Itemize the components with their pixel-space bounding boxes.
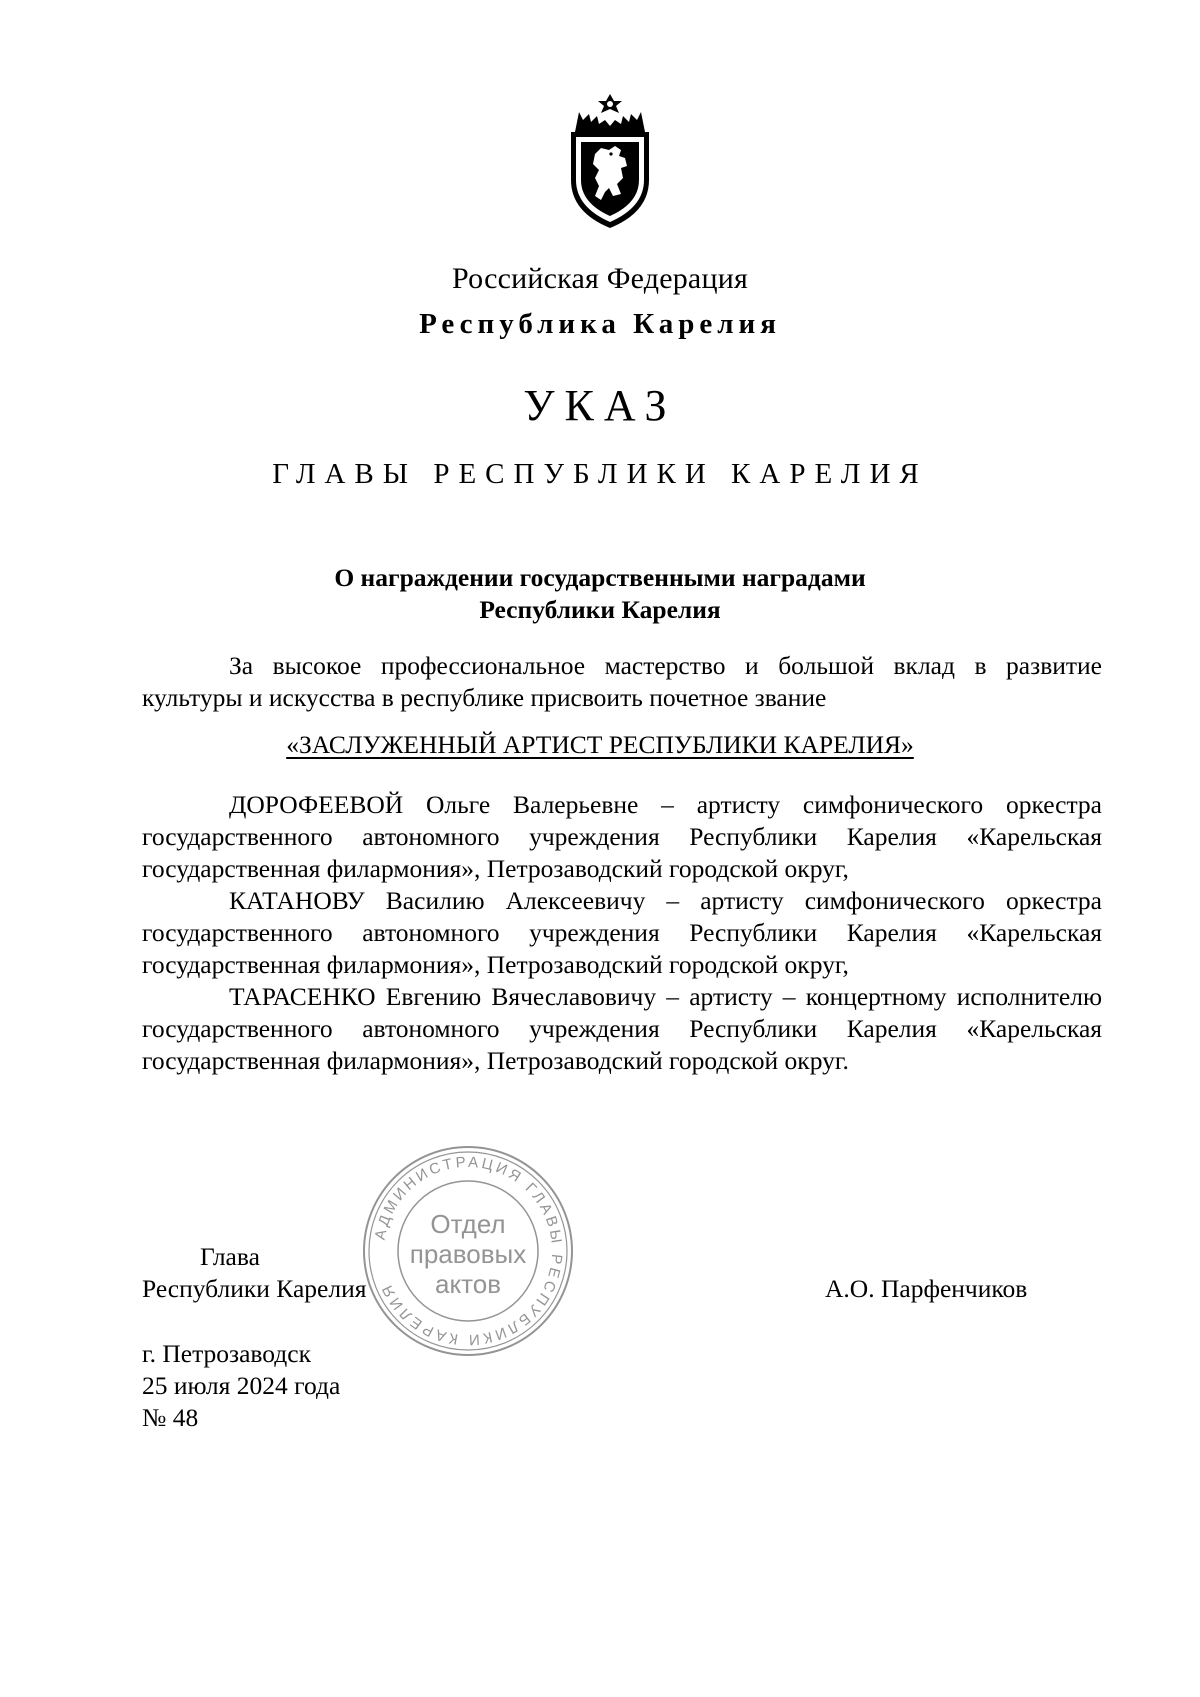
republic-heading: Республика Карелия xyxy=(419,308,781,340)
official-stamp xyxy=(360,1143,576,1359)
signatory-role-line-2: Республики Карелия xyxy=(142,1274,367,1303)
document-number: № 48 xyxy=(142,1403,199,1432)
honorary-title: «ЗАСЛУЖЕННЫЙ АРТИСТ РЕСПУБЛИКИ КАРЕЛИЯ» xyxy=(286,730,914,759)
stamp-ring-text: АДМИНИСТРАЦИЯ ГЛАВЫ РЕСПУБЛИКИ КАРЕЛИЯ xyxy=(371,1153,566,1349)
subject-line-2: Республики Карелия xyxy=(479,595,721,624)
awardee-item: ТАРАСЕНКО Евгению Вячеславовичу – артисту – концертному исполнителю государственного автономного учреждения Республики Карелия «Карельская государственная филармония», Петрозаводский городской округ. xyxy=(142,982,1102,1075)
signatory-role xyxy=(142,1241,366,1305)
stamp-center-line-1: Отдел xyxy=(430,1209,506,1239)
country-heading: Российская Федерация xyxy=(452,262,748,295)
awardee-item: КАТАНОВУ Василию Алексеевичу – артисту симфонического оркестра государственного автономного учреждения Республики Карелия «Карельская государственная филармония», Петрозаводский городской округ, xyxy=(142,886,1102,979)
intro-paragraph: За высокое профессиональное мастерство и большой вклад в развитие культуры и искусства в республике присвоить почетное звание xyxy=(142,651,1102,712)
issue-date: 25 июля 2024 года xyxy=(142,1371,341,1400)
signatory-name: А.О. Парфенчиков xyxy=(825,1274,1028,1303)
awardee-item: ДОРОФЕЕВОЙ Ольге Валерьевне – артисту симфонического оркестра государственного автономного учреждения Республики Карелия «Карельская государственная филармония», Петрозаводский городской округ, xyxy=(142,790,1102,883)
karelia-coat-of-arms-icon xyxy=(565,92,655,230)
subject-line-1: О награждении государственными наградами xyxy=(334,563,866,592)
issuer-heading: ГЛАВЫ РЕСПУБЛИКИ КАРЕЛИЯ xyxy=(272,458,928,490)
stamp-center-line-2: правовых xyxy=(409,1239,527,1269)
intro-paragraph-block xyxy=(142,650,1102,714)
issue-city: г. Петрозаводск xyxy=(142,1339,311,1368)
stamp-center-line-3: актов xyxy=(434,1269,502,1299)
awardees-list xyxy=(142,789,1102,1077)
signatory-role-line-1: Глава xyxy=(200,1242,260,1271)
document-type-heading: УКАЗ xyxy=(523,381,677,430)
decree-subject xyxy=(0,562,1200,626)
document-footer xyxy=(142,1338,340,1434)
